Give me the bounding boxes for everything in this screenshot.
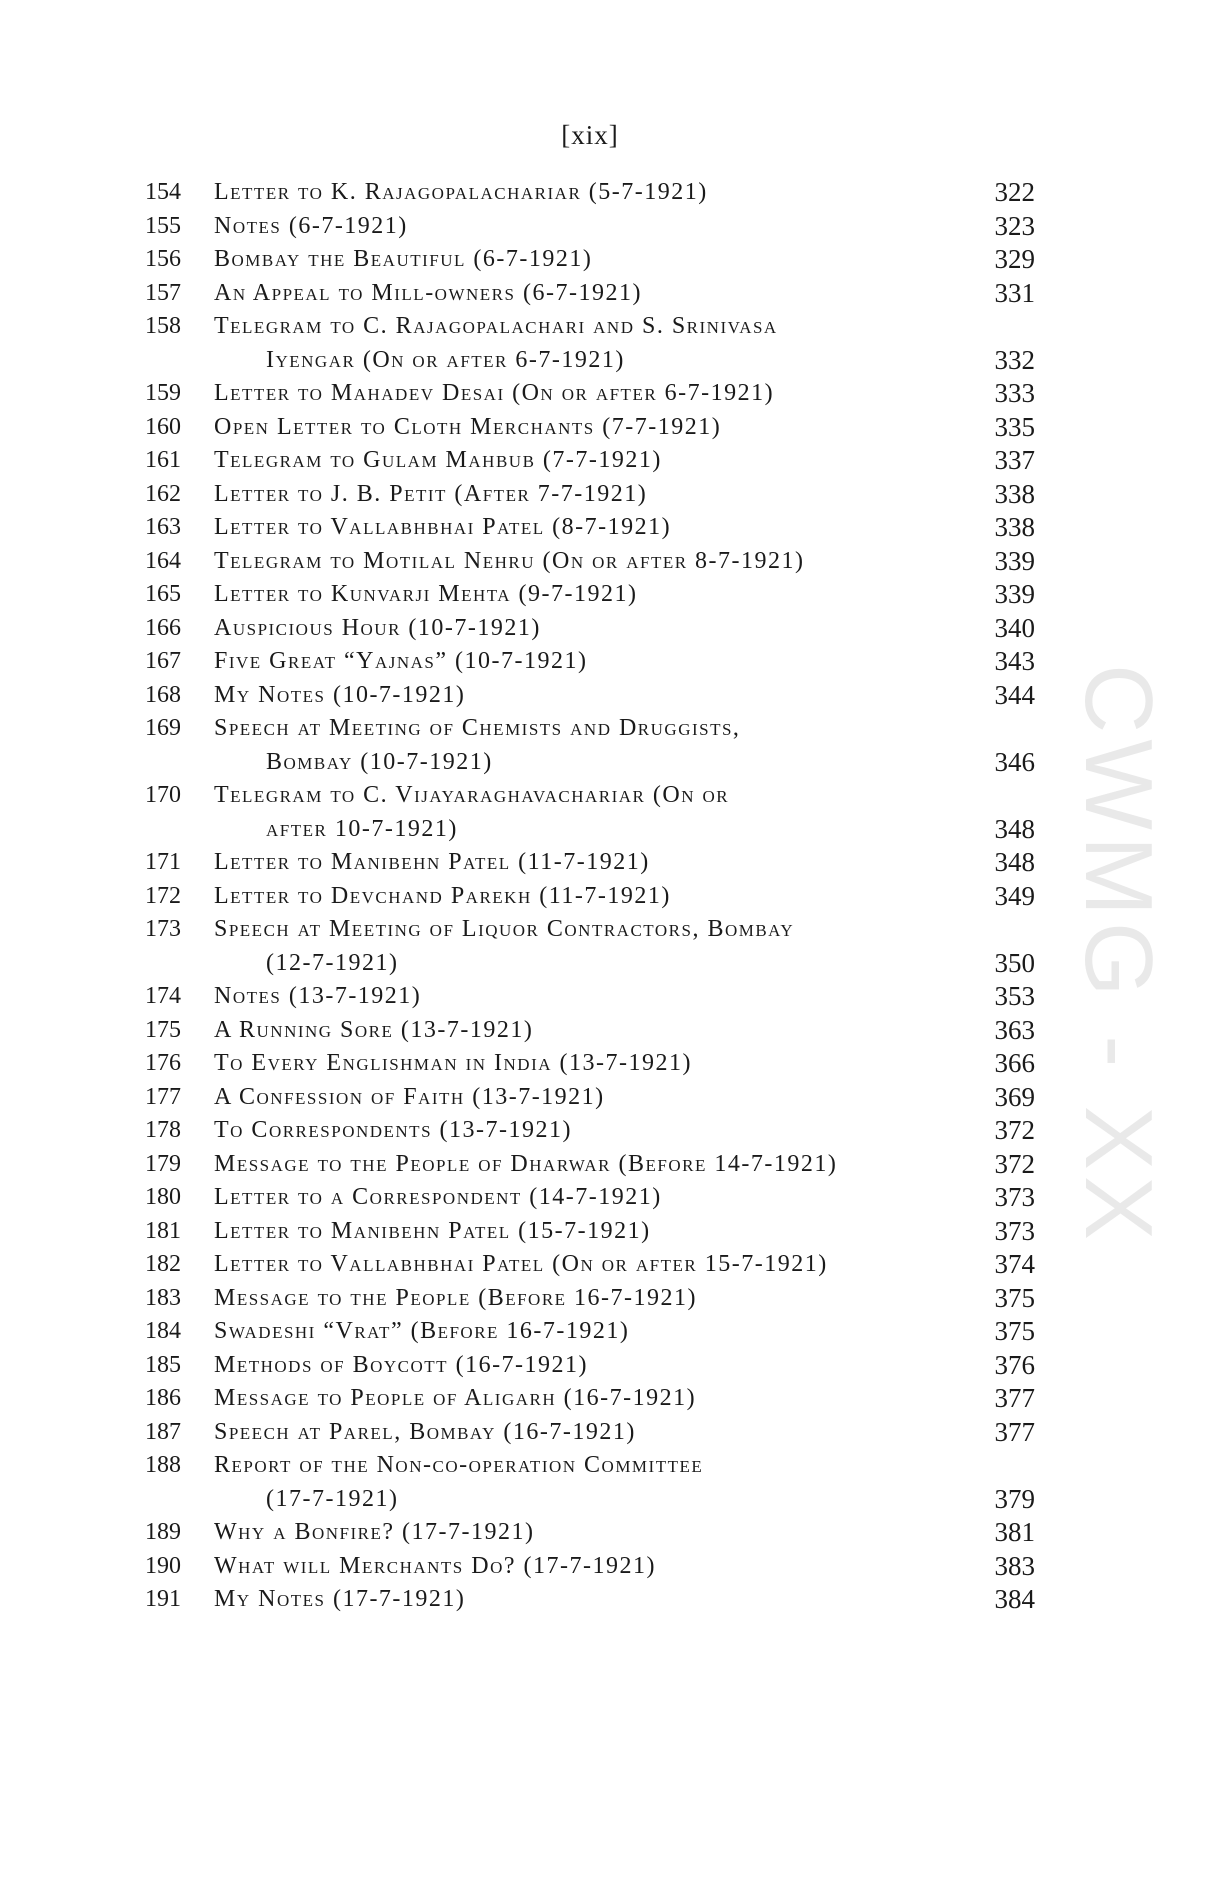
entry-title xyxy=(214,645,929,679)
entry-title xyxy=(214,712,929,779)
entry-title-continuation xyxy=(214,746,929,780)
entry-title xyxy=(214,1282,929,1316)
entry-page-number: 376 xyxy=(994,1349,1035,1380)
entry-page-number: 379 xyxy=(994,1483,1035,1514)
entry-title xyxy=(214,210,929,244)
toc-entry xyxy=(0,478,1229,512)
entry-number: 155 xyxy=(145,212,181,239)
entry-title-text: My Notes (17-7-1921) xyxy=(214,1586,466,1612)
toc-entry xyxy=(0,980,1229,1014)
entry-title xyxy=(214,310,929,377)
toc-entry xyxy=(0,277,1229,311)
toc-entry xyxy=(0,1181,1229,1215)
toc-entry xyxy=(0,1382,1229,1416)
entry-title-text: Message to the People (Before 16-7-1921) xyxy=(214,1284,698,1311)
entry-title xyxy=(214,1081,929,1115)
entry-number: 187 xyxy=(145,1418,181,1445)
toc-entry xyxy=(0,846,1229,880)
entry-number: 177 xyxy=(145,1083,181,1110)
entry-title-text: To Correspondents (13-7-1921) xyxy=(214,1117,572,1143)
entry-number: 161 xyxy=(145,447,181,473)
entry-title xyxy=(214,1215,929,1249)
entry-number: 175 xyxy=(145,1016,181,1043)
entry-title xyxy=(214,545,929,579)
page-number: [xix] xyxy=(561,120,619,150)
toc-entry xyxy=(0,1516,1229,1550)
entry-title xyxy=(214,679,929,713)
entry-title-text: Speech at Parel, Bombay (16-7-1921) xyxy=(214,1418,636,1445)
toc-entry xyxy=(0,712,1229,779)
entry-title xyxy=(214,1416,929,1450)
entry-page-number: 335 xyxy=(994,411,1035,442)
entry-page-number: 372 xyxy=(994,1115,1035,1145)
entry-number: 170 xyxy=(145,782,181,808)
entry-page-number: 344 xyxy=(994,679,1035,710)
entry-page-number: 350 xyxy=(994,947,1035,978)
entry-title-text: Letter to Vallabhbhai Patel (8-7-1921) xyxy=(214,514,672,540)
entry-page-number: 377 xyxy=(994,1416,1035,1447)
entry-title-text: A Running Sore (13-7-1921) xyxy=(214,1016,534,1043)
entry-title xyxy=(214,1583,929,1617)
entry-number: 178 xyxy=(145,1117,181,1143)
entry-title xyxy=(214,1349,929,1383)
entry-number: 166 xyxy=(145,614,181,641)
toc-entry xyxy=(0,511,1229,545)
toc-entry xyxy=(0,444,1229,478)
toc-entry xyxy=(0,913,1229,980)
entry-title xyxy=(214,1516,929,1550)
toc-entry xyxy=(0,310,1229,377)
entry-number: 186 xyxy=(145,1385,181,1411)
entry-title xyxy=(214,578,929,612)
entry-number: 185 xyxy=(145,1351,181,1378)
entry-title-continuation-text: (12-7-1921) xyxy=(266,949,399,976)
entry-page-number: 375 xyxy=(994,1316,1035,1346)
entry-title-continuation xyxy=(214,947,929,981)
entry-title-text: Auspicious Hour (10-7-1921) xyxy=(214,614,541,641)
entry-title-text: Letter to Kunvarji Mehta (9-7-1921) xyxy=(214,581,638,607)
entry-title-text: Letter to Manibehn Patel (15-7-1921) xyxy=(214,1217,651,1244)
entry-number: 169 xyxy=(145,715,181,741)
entry-title-text: Open Letter to Cloth Merchants (7-7-1921) xyxy=(214,413,722,440)
entry-number: 156 xyxy=(145,246,181,272)
toc-entry xyxy=(0,1550,1229,1584)
entry-number: 173 xyxy=(145,916,181,942)
entry-title xyxy=(214,444,929,478)
table-of-contents xyxy=(0,176,1229,1617)
entry-page-number: 323 xyxy=(994,210,1035,241)
entry-title-text: Letter to Mahadev Desai (On or after 6-7-1921) xyxy=(214,380,775,406)
entry-title-continuation xyxy=(214,1483,929,1517)
entry-page-number: 339 xyxy=(994,545,1035,576)
entry-number: 191 xyxy=(145,1586,181,1612)
entry-page-number: 372 xyxy=(994,1148,1035,1179)
toc-entry xyxy=(0,645,1229,679)
toc-entry xyxy=(0,612,1229,646)
toc-entry xyxy=(0,1248,1229,1282)
entry-number: 162 xyxy=(145,480,181,507)
entry-title-text: Letter to a Correspondent (14-7-1921) xyxy=(214,1184,662,1210)
toc-entry xyxy=(0,1114,1229,1148)
entry-page-number: 322 xyxy=(994,177,1035,207)
entry-title xyxy=(214,243,929,277)
entry-number: 168 xyxy=(145,681,181,708)
entry-title-text: Methods of Boycott (16-7-1921) xyxy=(214,1351,589,1378)
entry-title-text: Bombay the Beautiful (6-7-1921) xyxy=(214,246,593,272)
toc-entry xyxy=(0,1416,1229,1450)
entry-number: 164 xyxy=(145,547,181,574)
entry-page-number: 366 xyxy=(994,1048,1035,1078)
toc-entry xyxy=(0,578,1229,612)
toc-entry xyxy=(0,1014,1229,1048)
entry-page-number: 346 xyxy=(994,746,1035,777)
entry-page-number: 338 xyxy=(994,478,1035,509)
entry-title-continuation xyxy=(214,344,929,378)
entry-page-number: 363 xyxy=(994,1014,1035,1045)
entry-title xyxy=(214,176,929,210)
entry-number: 181 xyxy=(145,1217,181,1244)
entry-title-text: Letter to Vallabhbhai Patel (On or after 15-7-1921) xyxy=(214,1251,828,1277)
entry-number: 163 xyxy=(145,514,181,540)
entry-title-text: My Notes (10-7-1921) xyxy=(214,681,466,708)
entry-page-number: 338 xyxy=(994,512,1035,542)
entry-title-text: Telegram to C. Rajagopalachari and S. Srinivasa xyxy=(214,313,778,339)
entry-number: 180 xyxy=(145,1184,181,1210)
toc-entry xyxy=(0,1047,1229,1081)
entry-title xyxy=(214,612,929,646)
entry-title xyxy=(214,846,929,880)
toc-entry xyxy=(0,545,1229,579)
entry-title-text: An Appeal to Mill-owners (6-7-1921) xyxy=(214,279,642,306)
entry-title xyxy=(214,377,929,411)
entry-title xyxy=(214,913,929,980)
entry-number: 172 xyxy=(145,882,181,909)
entry-title-text: Letter to K. Rajagopalachariar (5-7-1921) xyxy=(214,179,708,205)
entry-title xyxy=(214,1315,929,1349)
entry-title xyxy=(214,478,929,512)
entry-title-text: Message to the People of Dharwar (Before 14-7-1921) xyxy=(214,1150,838,1177)
entry-page-number: 381 xyxy=(994,1517,1035,1547)
toc-entry xyxy=(0,1215,1229,1249)
entry-title-text: To Every Englishman in India (13-7-1921) xyxy=(214,1050,692,1076)
entry-page-number: 331 xyxy=(994,277,1035,308)
entry-page-number: 377 xyxy=(994,1383,1035,1413)
toc-entry xyxy=(0,1282,1229,1316)
entry-page-number: 383 xyxy=(994,1550,1035,1581)
entry-title-text: Letter to Manibehn Patel (11-7-1921) xyxy=(214,849,650,875)
entry-number: 176 xyxy=(145,1050,181,1076)
entry-page-number: 333 xyxy=(994,378,1035,408)
entry-number: 167 xyxy=(145,648,181,674)
entry-title xyxy=(214,1449,929,1516)
entry-title-continuation-text: Bombay (10-7-1921) xyxy=(266,748,493,775)
entry-title-text: Swadeshi “Vrat” (Before 16-7-1921) xyxy=(214,1318,630,1344)
entry-page-number: 337 xyxy=(994,445,1035,475)
entry-page-number: 343 xyxy=(994,646,1035,676)
entry-title-text: Telegram to Motilal Nehru (On or after 8-7-1921) xyxy=(214,547,805,574)
entry-title-continuation-text: after 10-7-1921) xyxy=(266,815,458,842)
entry-title xyxy=(214,1014,929,1048)
entry-title-continuation xyxy=(214,813,929,847)
entry-page-number: 373 xyxy=(994,1182,1035,1212)
entry-title xyxy=(214,980,929,1014)
toc-entry xyxy=(0,377,1229,411)
entry-number: 188 xyxy=(145,1452,181,1478)
entry-title-text: Notes (13-7-1921) xyxy=(214,983,422,1009)
entry-title xyxy=(214,411,929,445)
entry-title xyxy=(214,1550,929,1584)
toc-entry xyxy=(0,1449,1229,1516)
entry-page-number: 374 xyxy=(994,1249,1035,1279)
entry-page-number: 353 xyxy=(994,981,1035,1011)
toc-entry xyxy=(0,176,1229,210)
entry-number: 174 xyxy=(145,983,181,1009)
toc-entry xyxy=(0,1148,1229,1182)
entry-page-number: 348 xyxy=(994,813,1035,844)
entry-title-text: What will Merchants Do? (17-7-1921) xyxy=(214,1552,656,1579)
entry-title-text: A Confession of Faith (13-7-1921) xyxy=(214,1083,605,1110)
entry-title-text: Telegram to C. Vijayaraghavachariar (On or xyxy=(214,782,730,808)
entry-number: 179 xyxy=(145,1150,181,1177)
entry-page-number: 340 xyxy=(994,612,1035,643)
toc-entry xyxy=(0,880,1229,914)
entry-page-number: 348 xyxy=(994,847,1035,877)
entry-number: 154 xyxy=(145,179,181,205)
entry-number: 184 xyxy=(145,1318,181,1344)
entry-title xyxy=(214,1382,929,1416)
toc-entry xyxy=(0,210,1229,244)
entry-number: 160 xyxy=(145,413,181,440)
toc-entry xyxy=(0,1081,1229,1115)
entry-title xyxy=(214,880,929,914)
entry-title xyxy=(214,277,929,311)
entry-title-text: Five Great “Yajnas” (10-7-1921) xyxy=(214,648,588,674)
entry-title xyxy=(214,1047,929,1081)
entry-number: 157 xyxy=(145,279,181,306)
entry-title xyxy=(214,1248,929,1282)
entry-title xyxy=(214,1181,929,1215)
entry-title-text: Letter to Devchand Parekh (11-7-1921) xyxy=(214,882,671,909)
toc-entry xyxy=(0,1315,1229,1349)
entry-title-text: Report of the Non-co-operation Committee xyxy=(214,1452,704,1478)
entry-page-number: 384 xyxy=(994,1584,1035,1614)
entry-title-text: Telegram to Gulam Mahbub (7-7-1921) xyxy=(214,447,662,473)
entry-page-number: 329 xyxy=(994,244,1035,274)
watermark-text: CWMG - XX xyxy=(1064,664,1172,1246)
entry-number: 165 xyxy=(145,581,181,607)
toc-entry xyxy=(0,411,1229,445)
toc-entry xyxy=(0,1583,1229,1617)
entry-title xyxy=(214,511,929,545)
toc-entry xyxy=(0,243,1229,277)
entry-number: 183 xyxy=(145,1284,181,1311)
entry-title-continuation-text: Iyengar (On or after 6-7-1921) xyxy=(266,346,625,373)
entry-page-number: 332 xyxy=(994,344,1035,375)
entry-title xyxy=(214,1114,929,1148)
entry-number: 189 xyxy=(145,1519,181,1545)
entry-page-number: 369 xyxy=(994,1081,1035,1112)
entry-number: 159 xyxy=(145,380,181,406)
entry-title-text: Why a Bonfire? (17-7-1921) xyxy=(214,1519,535,1545)
entry-number: 158 xyxy=(145,313,181,339)
entry-number: 171 xyxy=(145,849,181,875)
entry-number: 190 xyxy=(145,1552,181,1579)
entry-title-text: Letter to J. B. Petit (After 7-7-1921) xyxy=(214,480,648,507)
entry-page-number: 349 xyxy=(994,880,1035,911)
entry-page-number: 339 xyxy=(994,579,1035,609)
entry-page-number: 375 xyxy=(994,1282,1035,1313)
entry-title-text: Message to People of Aligarh (16-7-1921) xyxy=(214,1385,697,1411)
entry-title-text: Speech at Meeting of Liquor Contractors, Bombay xyxy=(214,916,795,942)
entry-page-number: 373 xyxy=(994,1215,1035,1246)
toc-entry xyxy=(0,779,1229,846)
entry-number: 182 xyxy=(145,1251,181,1277)
entry-title-text: Speech at Meeting of Chemists and Druggists, xyxy=(214,715,741,741)
toc-entry xyxy=(0,1349,1229,1383)
toc-entry xyxy=(0,679,1229,713)
entry-title xyxy=(214,1148,929,1182)
entry-title-continuation-text: (17-7-1921) xyxy=(266,1485,399,1512)
entry-title-text: Notes (6-7-1921) xyxy=(214,212,408,239)
entry-title xyxy=(214,779,929,846)
